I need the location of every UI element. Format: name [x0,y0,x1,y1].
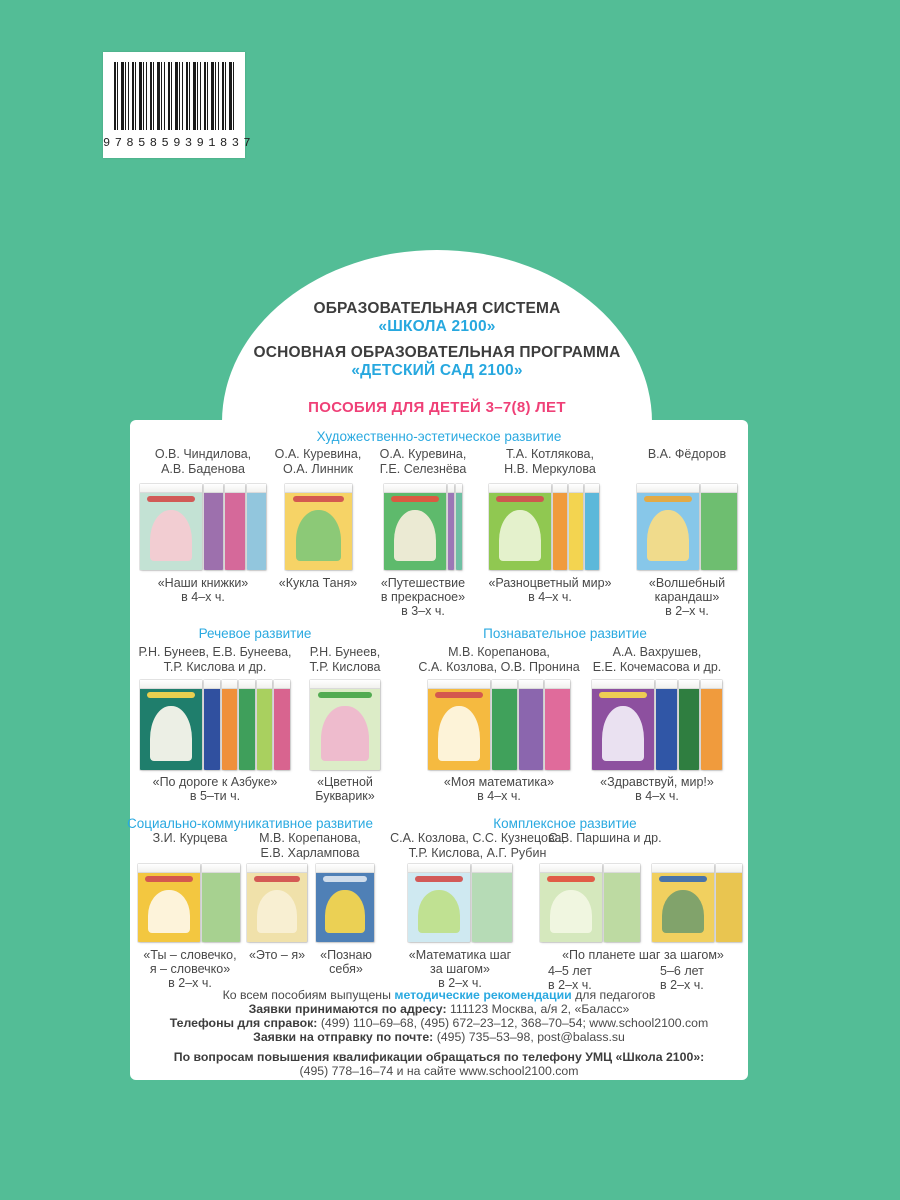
text-line: «Математика шаг [408,948,512,962]
book-cover-slice [239,680,255,770]
cover-art-arch [150,706,192,761]
book-stack-puteshestvie [384,484,462,570]
text-line: Букварик» [315,789,375,803]
footer-text: для педагогов [571,988,656,1002]
cover-title-bar [254,876,300,882]
book-stack-nashi-knizhki [140,484,266,570]
text-line: в 2–х ч. [660,978,704,992]
footer-line-recommendations [130,988,748,1002]
book-caption-po-planete [543,948,743,962]
book-cover-slice [492,680,517,770]
cover-title-bar [391,496,438,502]
book-authors [625,447,749,462]
cover-title-bar [145,876,192,882]
text-line: себя» [329,962,363,976]
text-line: «Кукла Таня» [278,576,358,590]
section-title-social: Социально-коммуникативное развитие [127,816,373,831]
book-cover-slice [472,864,512,942]
book-caption [582,775,732,803]
footer-line-phone-site: (495) 778–16–74 и на сайте www.school2100.com [299,1064,579,1078]
text-line: С.А. Козлова, О.В. Пронина [418,660,580,674]
text-line: в 2–х ч. [438,976,482,990]
text-line: С.А. Козлова, С.С. Кузнецова, [390,831,565,845]
book-cover-front [285,484,352,570]
text-line: А.В. Баденова [161,462,245,476]
text-line: в 2–х ч. [548,978,592,992]
text-line: «Здравствуй, мир!» [600,775,714,789]
cover-title-bar [435,692,482,698]
footer-text: Ко всем пособиям выпущены [222,988,395,1002]
text-line: О.А. Куревина, [274,447,362,461]
book-authors [414,645,584,675]
text-line: О.А. Линник [283,462,353,476]
book-cover-slice [204,484,223,570]
book-cover-front [592,680,654,770]
text-line: в 2–х ч. [665,604,709,618]
book-stack-po-doroge-k-azbuke [140,680,290,770]
cover-art-arch [550,890,592,933]
cover-title-bar [659,876,706,882]
cover-art-arch [499,510,541,561]
book-cover-slice [519,680,544,770]
text-line: «Путешествие [380,576,466,590]
text-line: Т.Р. Кислова [309,660,381,674]
text-line: Т.Р. Кислова, А.Г. Рубин [408,846,547,860]
book-authors [485,447,615,477]
cover-art-arch [296,510,342,561]
edu-system-header [172,300,702,380]
book-cover-slice [202,864,240,942]
methodical-recommendations-text: методические рекомендации [394,988,572,1002]
book-cover-slice [257,680,273,770]
book-cover-slice [545,680,570,770]
footer-label: Заявки принимаются по адресу: [248,1002,450,1016]
book-stack-volshebny-karandash [637,484,737,570]
book-stack-eto-ya [247,864,307,942]
book-caption [475,576,625,604]
book-stack-zdravstvuy-mir [592,680,722,770]
cover-art-arch [602,706,644,761]
book-cover-front [384,484,446,570]
text-line: Н.В. Меркулова [504,462,596,476]
text-line: «Это – я» [248,948,306,962]
footer-line-mail-orders [130,1030,748,1044]
book-caption [295,775,395,803]
book-cover-slice [225,484,244,570]
book-authors [530,831,680,846]
text-line: «По планете шаг за шагом» [562,948,724,962]
book-cover-slice [204,680,220,770]
cover-art-arch [150,510,192,561]
text-line: «Разноцветный мир» [488,576,612,590]
book-stack-moya-matematika [428,680,570,770]
text-line: «Ты – словечко, [143,948,237,962]
barcode-digits: 9785859391837 [103,136,256,150]
footer-line-address [130,1002,748,1016]
book-caption [390,948,530,990]
footer-value: (499) 110–69–68, (495) 672–23–12, 368–70–54; www.school2100.com [320,1016,709,1030]
book-stack-po-planete-5-6 [652,864,742,942]
book-cover-front [652,864,714,942]
cover-title-bar [644,496,691,502]
text-line: С.В. Паршина и др. [548,831,662,845]
cover-title-bar [147,496,194,502]
text-line: М.В. Корепанова, [259,831,361,845]
cover-title-bar [599,692,646,698]
book-stack-kukla-tanya [285,484,352,570]
book-caption [625,576,749,618]
section-title-cognitive: Познавательное развитие [483,626,647,641]
book-cover-front [540,864,602,942]
text-line: «Цветной [317,775,373,789]
text-line: «По дороге к Азбуке» [152,775,278,789]
footer-value: 111123 Москва, а/я 2, «Баласс» [449,1002,630,1016]
book-cover-front [408,864,470,942]
footer-contact-block [130,988,748,1078]
text-line: 5–6 лет [660,964,704,978]
book-caption [125,775,305,803]
text-line: в 2–х ч. [168,976,212,990]
program-line: ОСНОВНАЯ ОБРАЗОВАТЕЛЬНАЯ ПРОГРАММА [253,344,621,361]
text-line: Е.В. Харлампова [260,846,360,860]
cover-title-bar [293,496,344,502]
footer-label: Заявки на отправку по почте: [253,1030,437,1044]
book-caption [371,576,475,618]
book-stack-cvetnoy-bukvarik [310,680,380,770]
section-title-speech: Речевое развитие [198,626,312,641]
text-line: я – словечко» [149,962,231,976]
text-line: Г.Е. Селезнёва [379,462,467,476]
section-title-complex: Комплексное развитие [493,816,637,831]
book-authors [572,645,742,675]
book-cover-slice [448,484,454,570]
cover-art-arch [418,890,460,933]
cover-title-bar [547,876,594,882]
text-line: О.В. Чиндилова, [154,447,252,461]
book-cover-slice [274,680,290,770]
book-caption [258,576,378,590]
barcode-panel [103,52,256,158]
text-line: З.И. Курцева [152,831,228,845]
cover-art-arch [325,890,364,933]
book-cover-front [138,864,200,942]
edu-system-line: ОБРАЗОВАТЕЛЬНАЯ СИСТЕМА [313,300,561,317]
text-line: 4–5 лет [548,964,592,978]
cover-art-arch [148,890,190,933]
text-line: в 5–ти ч. [189,789,241,803]
footer-label: Телефоны для справок: [169,1016,321,1030]
text-line: в 4–х ч. [528,590,572,604]
text-line: «Познаю [320,948,372,962]
age-range-subtitle: ПОСОБИЯ ДЛЯ ДЕТЕЙ 3–7(8) ЛЕТ [308,399,566,416]
text-line: М.В. Корепанова, [448,645,550,659]
book-authors [290,645,400,675]
book-cover-slice [701,484,737,570]
section-title-art: Художественно-эстетическое развитие [316,429,562,444]
cover-art-arch [321,706,369,761]
text-line: «Моя математика» [443,775,555,789]
book-stack-poznayu-sebya [316,864,374,942]
text-line: В.А. Фёдоров [647,447,727,461]
spacer [172,336,702,344]
book-cover-front [247,864,307,942]
book-cover-slice [456,484,462,570]
book-cover-front [310,680,380,770]
text-line: в 4–х ч. [477,789,521,803]
text-line: в 4–х ч. [635,789,679,803]
text-line: Р.Н. Бунеев, [309,645,381,659]
book-stack-po-planete-4-5 [540,864,640,942]
book-cover-slice [679,680,700,770]
text-line: в 3–х ч. [401,604,445,618]
cover-title-bar [496,496,543,502]
text-line: Т.Р. Кислова и др. [163,660,267,674]
cover-art-arch [647,510,689,561]
book-caption [128,576,278,604]
text-line: в 4–х ч. [181,590,225,604]
book-authors [371,447,475,477]
book-authors [128,447,278,477]
book-cover-slice [553,484,567,570]
book-cover-slice [604,864,640,942]
text-line: Р.Н. Бунеев, Е.В. Бунеева, [138,645,292,659]
book-cover-front [489,484,551,570]
book-cover-front [316,864,374,942]
book-cover-front [140,680,202,770]
text-line: «Волшебный [648,576,726,590]
cover-title-bar [415,876,462,882]
book-caption [424,775,574,803]
book-stack-matematika-shag [408,864,512,942]
text-line: за шагом» [430,962,490,976]
text-line: Т.А. Котлякова, [506,447,594,461]
book-cover-slice [569,484,583,570]
cover-art-arch [662,890,704,933]
kindergarten2100-line: «ДЕТСКИЙ САД 2100» [351,362,523,379]
book-cover-slice [247,484,266,570]
book-cover-slice [716,864,742,942]
book-authors [268,447,368,477]
book-authors [240,831,380,861]
cover-art-arch [438,706,480,761]
barcode-image [114,62,234,130]
footer-value: (495) 735–53–98, post@balass.su [436,1030,625,1044]
cover-title-bar [318,692,371,698]
text-line: в прекрасное» [380,590,466,604]
cover-title-bar [147,692,194,698]
school2100-line: «ШКОЛА 2100» [378,318,496,335]
book-cover-slice [701,680,722,770]
book-authors [120,831,260,846]
cover-title-bar [323,876,367,882]
book-cover-front [637,484,699,570]
cover-art-arch [394,510,436,561]
text-line: О.А. Куревина, [379,447,467,461]
text-line: Е.Е. Кочемасова и др. [592,660,722,674]
footer-line-qualification: По вопросам повышения квалификации обращаться по телефону УМЦ «Школа 2100»: [173,1050,705,1064]
book-stack-raznocvetny-mir [489,484,599,570]
book-caption [296,948,396,976]
book-authors [120,645,310,675]
book-cover-slice [222,680,238,770]
text-line: «Наши книжки» [157,576,249,590]
footer-line-phones [130,1016,748,1030]
book-cover-slice [656,680,677,770]
book-cover-front [428,680,490,770]
text-line: карандаш» [654,590,720,604]
book-cover-front [140,484,202,570]
text-line: А.А. Вахрушев, [612,645,702,659]
book-stack-ty-slovechko [138,864,240,942]
book-cover-slice [585,484,599,570]
cover-art-arch [257,890,298,933]
